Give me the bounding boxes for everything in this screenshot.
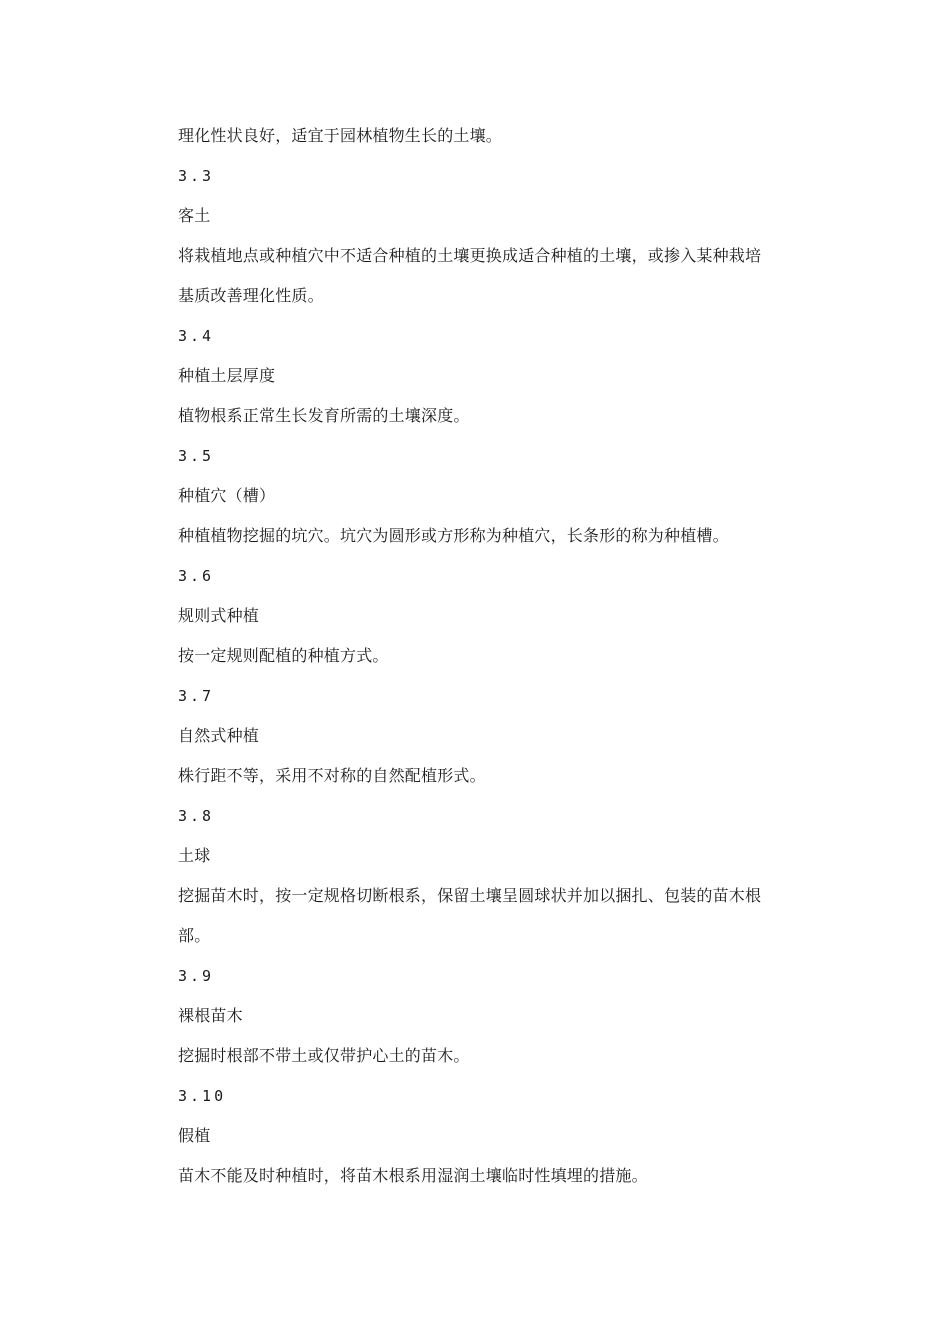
body-text: 基质改善理化性质。	[178, 286, 324, 305]
term-heading: 规则式种植	[178, 606, 260, 625]
body-text: 种植植物挖掘的坑穴。坑穴为圆形或方形称为种植穴，长条形的称为种植槽。	[178, 526, 729, 545]
section-number: 3.5	[178, 447, 215, 465]
section-number: 3.9	[178, 967, 215, 985]
body-text: 理化性状良好，适宜于园林植物生长的土壤。	[178, 126, 503, 145]
section-number: 3.7	[178, 687, 215, 705]
section-number: 3.6	[178, 567, 215, 585]
body-text: 挖掘苗木时，按一定规格切断根系，保留土壤呈圆球状并加以捆扎、包装的苗木根	[178, 886, 762, 905]
document-body	[178, 122, 798, 1202]
body-text: 将栽植地点或种植穴中不适合种植的土壤更换成适合种植的土壤，或掺入某种栽培	[178, 246, 762, 265]
body-text: 按一定规则配植的种植方式。	[178, 646, 389, 665]
section-number: 3.3	[178, 167, 215, 185]
body-text: 部。	[178, 926, 211, 945]
term-heading: 种植土层厚度	[178, 366, 276, 385]
body-text: 挖掘时根部不带土或仅带护心土的苗木。	[178, 1046, 470, 1065]
section-number: 3.4	[178, 327, 215, 345]
term-heading: 种植穴（槽）	[178, 486, 276, 505]
term-heading: 自然式种植	[178, 726, 260, 745]
body-text: 苗木不能及时种植时，将苗木根系用湿润土壤临时性填埋的措施。	[178, 1166, 648, 1185]
section-number: 3.10	[178, 1087, 227, 1105]
body-text: 植物根系正常生长发育所需的土壤深度。	[178, 406, 470, 425]
term-heading: 假植	[178, 1126, 211, 1145]
body-text: 株行距不等，采用不对称的自然配植形式。	[178, 766, 486, 785]
term-heading: 客土	[178, 206, 211, 225]
section-number: 3.8	[178, 807, 215, 825]
term-heading: 裸根苗木	[178, 1006, 243, 1025]
term-heading: 土球	[178, 846, 211, 865]
